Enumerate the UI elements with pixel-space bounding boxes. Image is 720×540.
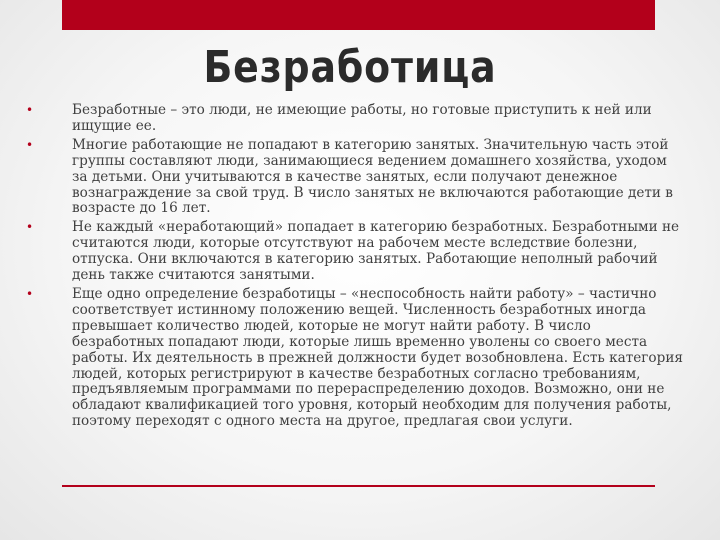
- bullet-item-3: [26, 220, 686, 284]
- bullet-marker: •: [26, 286, 34, 301]
- bullet-text: – это люди, не имеющие работы, но готовые приступить к ней или ищущие ее.: [72, 102, 652, 134]
- bullet-text: Еще одно определение безработицы – «неспособность найти работу» – частично соответствует истинному положению вещей. Численность безработных иногда превышает количество людей, которые не могут найти работу. В число безработных попадают люди, которые лишь временно уволены со своего места работы. Их деятельность в прежней должности будет возобновлена. Есть категория людей, которых регистрируют в качестве безработных согласно требованиям, предъявляемым программами по перераспределению доходов. Возможно, они не обладают квалификацией того уровня, который необходим для получения работы, поэтому переходят с одного места на другое, предлагая свои услуги.: [72, 285, 683, 430]
- slide-title: Безработица: [203, 42, 497, 93]
- bullet-marker: •: [26, 103, 34, 117]
- bullet-marker: •: [26, 137, 34, 152]
- bullet-item-4: [26, 287, 686, 430]
- bullet-text: Многие работающие не попадают в категорию занятых. Значительную часть этой группы составляют люди, занимающиеся ведением домашнего хозяйства, уходом за детьми. Они учитываются в качестве занятых, если получают денежное вознаграждение за свой труд. В число занятых не включаются работающие дети в возрасте до 16 лет.: [72, 136, 673, 217]
- bullet-item-2: [26, 138, 686, 218]
- bullet-item-1: [26, 103, 686, 135]
- top-accent-bar: [62, 0, 655, 30]
- bullet-marker: •: [26, 220, 34, 235]
- bottom-accent-line: [62, 485, 655, 487]
- bullet-list: [26, 103, 686, 433]
- bullet-term: Безработные: [72, 102, 167, 118]
- bullet-text: Не каждый «неработающий» попадает в категорию безработных. Безработными не считаются люди, которые отсутствуют на рабочем месте вследствие болезни, отпуска. Они включаются в категорию занятых. Работающие неполный рабочий день также считаются занятыми.: [72, 219, 680, 284]
